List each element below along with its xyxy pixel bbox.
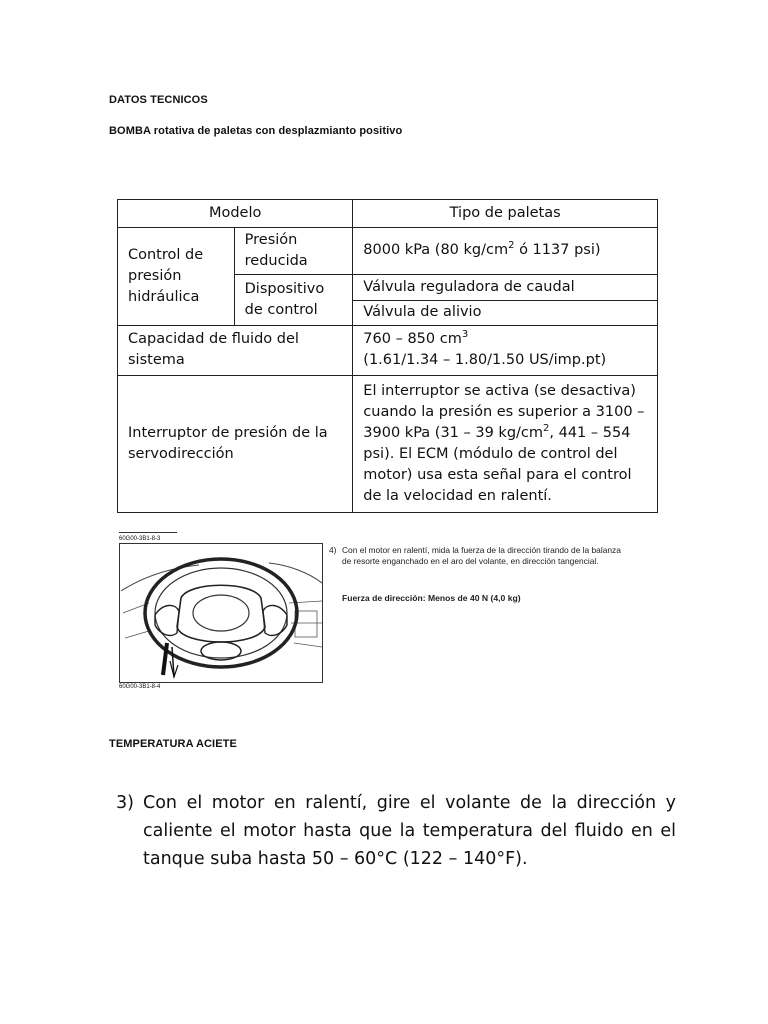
value-text: 760 – 850 cm bbox=[363, 331, 462, 348]
step-3-text: Con el motor en ralentí, gire el volante de la dirección y caliente el motor hasta que la temperatura del fluido en el tanque suba hasta 50 – 60°C (122 – 140°F). bbox=[143, 793, 676, 869]
table-row bbox=[118, 200, 658, 228]
figure-rule bbox=[119, 532, 177, 533]
control-group-label: Control de presión hidráulica bbox=[118, 227, 235, 326]
heading-temperatura: TEMPERATURA ACIETE bbox=[109, 738, 237, 750]
value-text: , 441 – 554 psi). El ECM (módulo de control del motor) usa esta señal para el control de la velocidad en ralentí. bbox=[363, 425, 632, 505]
interruptor-value bbox=[353, 376, 658, 513]
presion-reducida-value bbox=[353, 227, 658, 275]
superscript: 3 bbox=[461, 329, 469, 341]
step-4-text: Con el motor en ralentí, mida la fuerza de la dirección tirando de la balanza de resorte enganchado en el aro del volante, en dirección tangencial. bbox=[342, 545, 621, 566]
table-row bbox=[118, 227, 658, 275]
interruptor-label: Interruptor de presión de la servodirección bbox=[118, 376, 353, 513]
step-4-number: 4) bbox=[329, 545, 337, 555]
spec-table bbox=[117, 199, 658, 513]
value-text: (1.61/1.34 – 1.80/1.50 US/imp.pt) bbox=[363, 352, 607, 369]
value-text: 8000 kPa (80 kg/cm bbox=[363, 242, 509, 259]
steering-force-spec: Fuerza de dirección: Menos de 40 N (4,0 kg) bbox=[342, 593, 521, 603]
superscript: 2 bbox=[543, 423, 550, 435]
presion-reducida-label: Presión reducida bbox=[234, 227, 353, 275]
table-row bbox=[118, 376, 658, 513]
step-4-instruction bbox=[329, 545, 629, 567]
capacidad-value bbox=[353, 326, 658, 376]
header-tipo: Tipo de paletas bbox=[353, 200, 658, 228]
step-3-instruction bbox=[116, 789, 676, 873]
superscript: 2 bbox=[508, 240, 515, 252]
dispositivo-label: Dispositivo de control bbox=[234, 275, 353, 326]
table-row bbox=[118, 326, 658, 376]
dispositivo-value-caudal: Válvula reguladora de caudal bbox=[353, 275, 658, 300]
step-3-number: 3) bbox=[116, 793, 134, 813]
figure-code-bottom: 60G00-3B1-8-4 bbox=[119, 684, 161, 690]
steering-wheel-illustration bbox=[119, 543, 323, 683]
heading-datos-tecnicos: DATOS TECNICOS bbox=[109, 94, 208, 106]
value-text: ó 1137 psi) bbox=[514, 242, 601, 259]
header-modelo: Modelo bbox=[118, 200, 353, 228]
capacidad-label: Capacidad de fluido del sistema bbox=[118, 326, 353, 376]
figure-code-top: 60G00-3B1-8-3 bbox=[119, 536, 161, 542]
heading-bomba: BOMBA rotativa de paletas con desplazmianto positivo bbox=[109, 125, 403, 137]
dispositivo-value-alivio: Válvula de alivio bbox=[353, 300, 658, 325]
value-text: El interruptor se activa (se desactiva) cuando la presión es superior a 3100 – 3900 kPa (31 – 39 kg/cm bbox=[363, 383, 645, 442]
